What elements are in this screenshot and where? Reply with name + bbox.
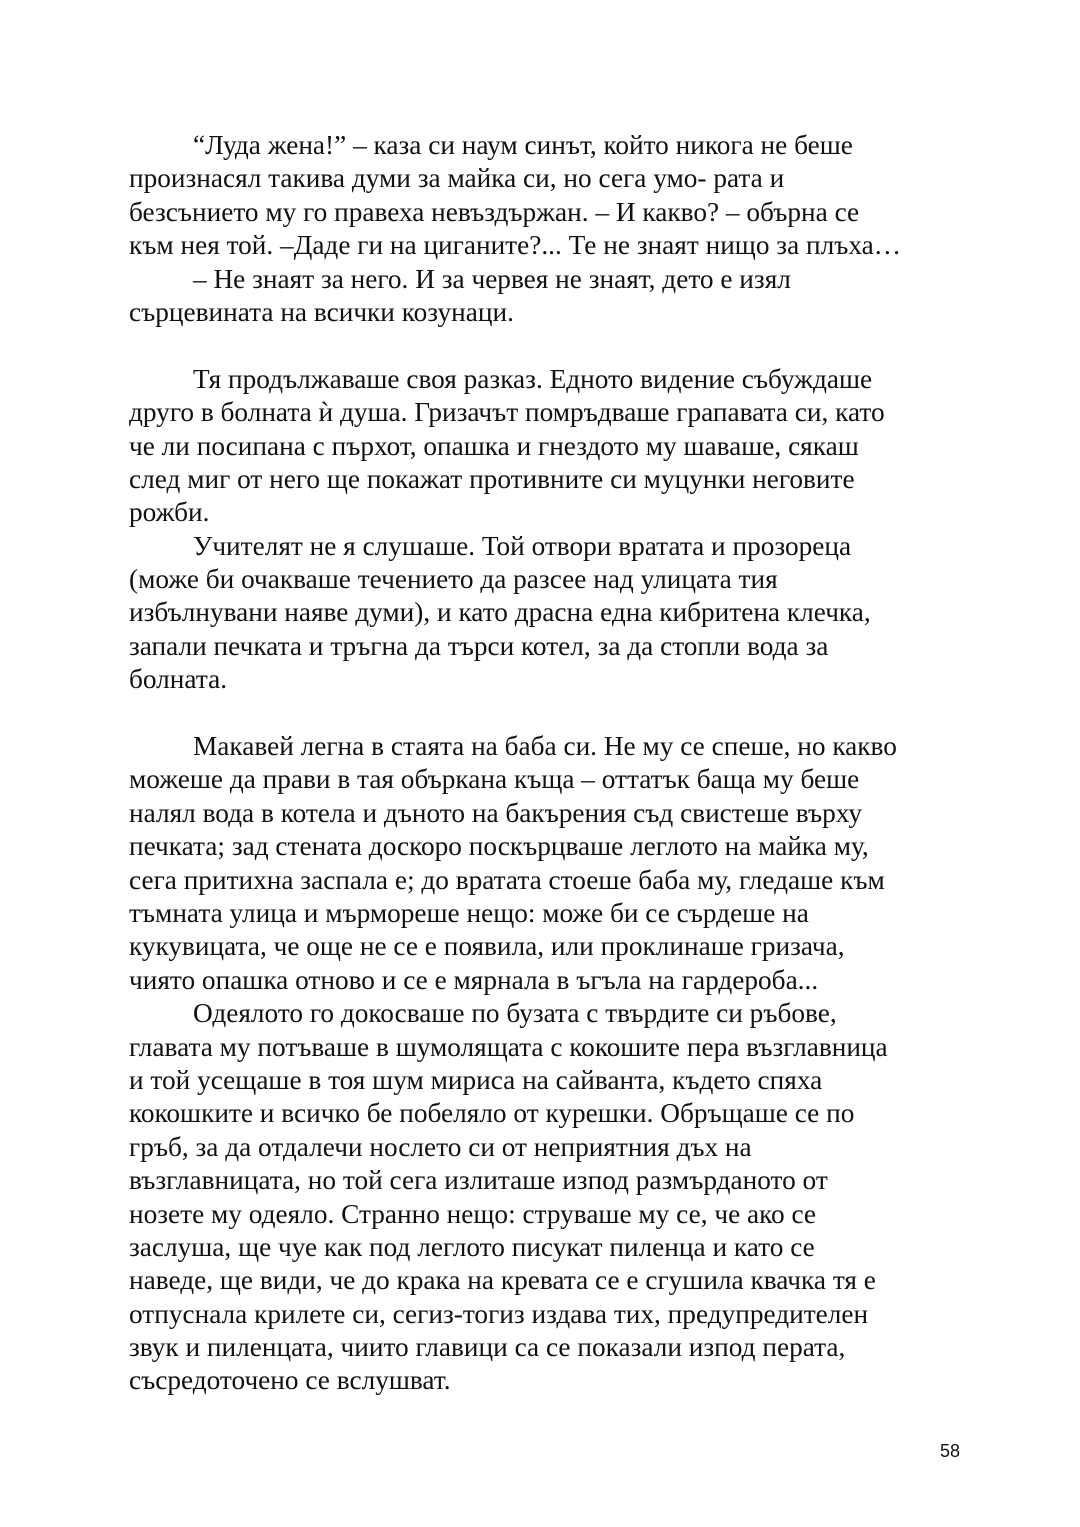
text-line: към нея той. –Даде ги на циганите?... Те не знаят нищо за плъха… — [129, 230, 902, 261]
text-line: отпуснала крилете си, сегиз-тогиз издава тих, предупредителен — [129, 1298, 869, 1329]
text-line: Одеялото го докосваше по бузата с твърдите си ръбове, — [193, 998, 837, 1029]
text-line: главата му потъваше в шумолящата с кокошите пера възглавница — [129, 1031, 888, 1062]
text-line: печката; зад стената доскоро поскърцваше леглото на майка му, — [129, 831, 869, 862]
text-line: налял вода в котела и дъното на бакърения съд свистеше върху — [129, 797, 863, 828]
text-line: запали печката и тръгна да търси котел, за да стопли вода за — [129, 630, 829, 661]
page-number: 58 — [939, 1441, 960, 1461]
text-line: Тя продължаваше своя разказ. Едното видение събуждаше — [193, 363, 873, 394]
text-line: кукувицата, че още не се е появила, или проклинаше гризача, — [129, 931, 845, 962]
text-line: рожби. — [129, 497, 210, 528]
text-line: заслуша, ще чуе как под леглото писукат пиленца и като се — [129, 1231, 815, 1262]
text-line: сърцевината на всички козунаци. — [129, 296, 514, 327]
text-line: Учителят не я слушаше. Той отвори вратата и прозореца — [193, 530, 852, 561]
text-line: съсредоточено се вслушват. — [129, 1365, 451, 1396]
paragraph-gap — [129, 329, 959, 362]
text-line: наведе, ще види, че до крака на кревата се е сгушила квачка тя е — [129, 1265, 876, 1296]
text-line: възглавницата, но той сега излиташе изпод размърданото от — [129, 1165, 828, 1196]
text-line: сега притихна заспала е; до вратата стоеше баба му, гледаше към — [129, 864, 885, 895]
text-line: тъмната улица и мърмореше нещо: може би се сърдеше на — [129, 897, 809, 928]
text-line: можеше да прави в тая объркана къща – оттатък баща му беше — [129, 764, 860, 795]
text-line: нозете му одеяло. Странно нещо: струваше му се, че ако се — [129, 1198, 817, 1229]
text-line: “Луда жена!” – каза си наум синът, който никога не беше — [193, 130, 853, 160]
text-line: – Не знаят за него. И за червея не знаят, дето е изял — [193, 263, 791, 294]
text-line: (може би очакваше течението да разсее над улицата тия — [129, 564, 778, 595]
text-line: друго в болната ѝ душа. Гризачът помръдваше грапавата си, като — [129, 397, 885, 428]
text-line: гръб, за да отдалечи нослето си от неприятния дъх на — [129, 1131, 752, 1162]
text-line: произнасял такива думи за майка си, но сега умо- рата и — [129, 163, 785, 194]
text-line: звук и пиленцата, чиито главици са се показали изпод перата, — [129, 1332, 846, 1363]
text-line: избълнувани наяве думи), и като драсна една кибритена клечка, — [129, 597, 871, 628]
paragraph-gap — [129, 697, 959, 730]
text-line: чиято опашка отново и се е мярнала в ъгъла на гардероба... — [129, 964, 819, 995]
text-line: безсънието му го правеха невъздържан. – И какво? – обърна се — [129, 196, 860, 227]
text-line: че ли посипана с пърхот, опашка и гнездото му шаваше, сякаш — [129, 430, 859, 461]
text-line: след миг от него ще покажат противните си муцунки неговите — [129, 463, 855, 494]
text-line: и той усещаше в тоя шум мириса на сайванта, където спяха — [129, 1064, 823, 1095]
text-line: болната. — [129, 664, 228, 695]
text-line: кокошките и всичко бе побеляло от курешки. Обръщаше се по — [129, 1098, 855, 1129]
body-text — [129, 129, 959, 1398]
text-line: Макавей легна в стаята на баба си. Не му се спеше, но какво — [193, 731, 897, 762]
